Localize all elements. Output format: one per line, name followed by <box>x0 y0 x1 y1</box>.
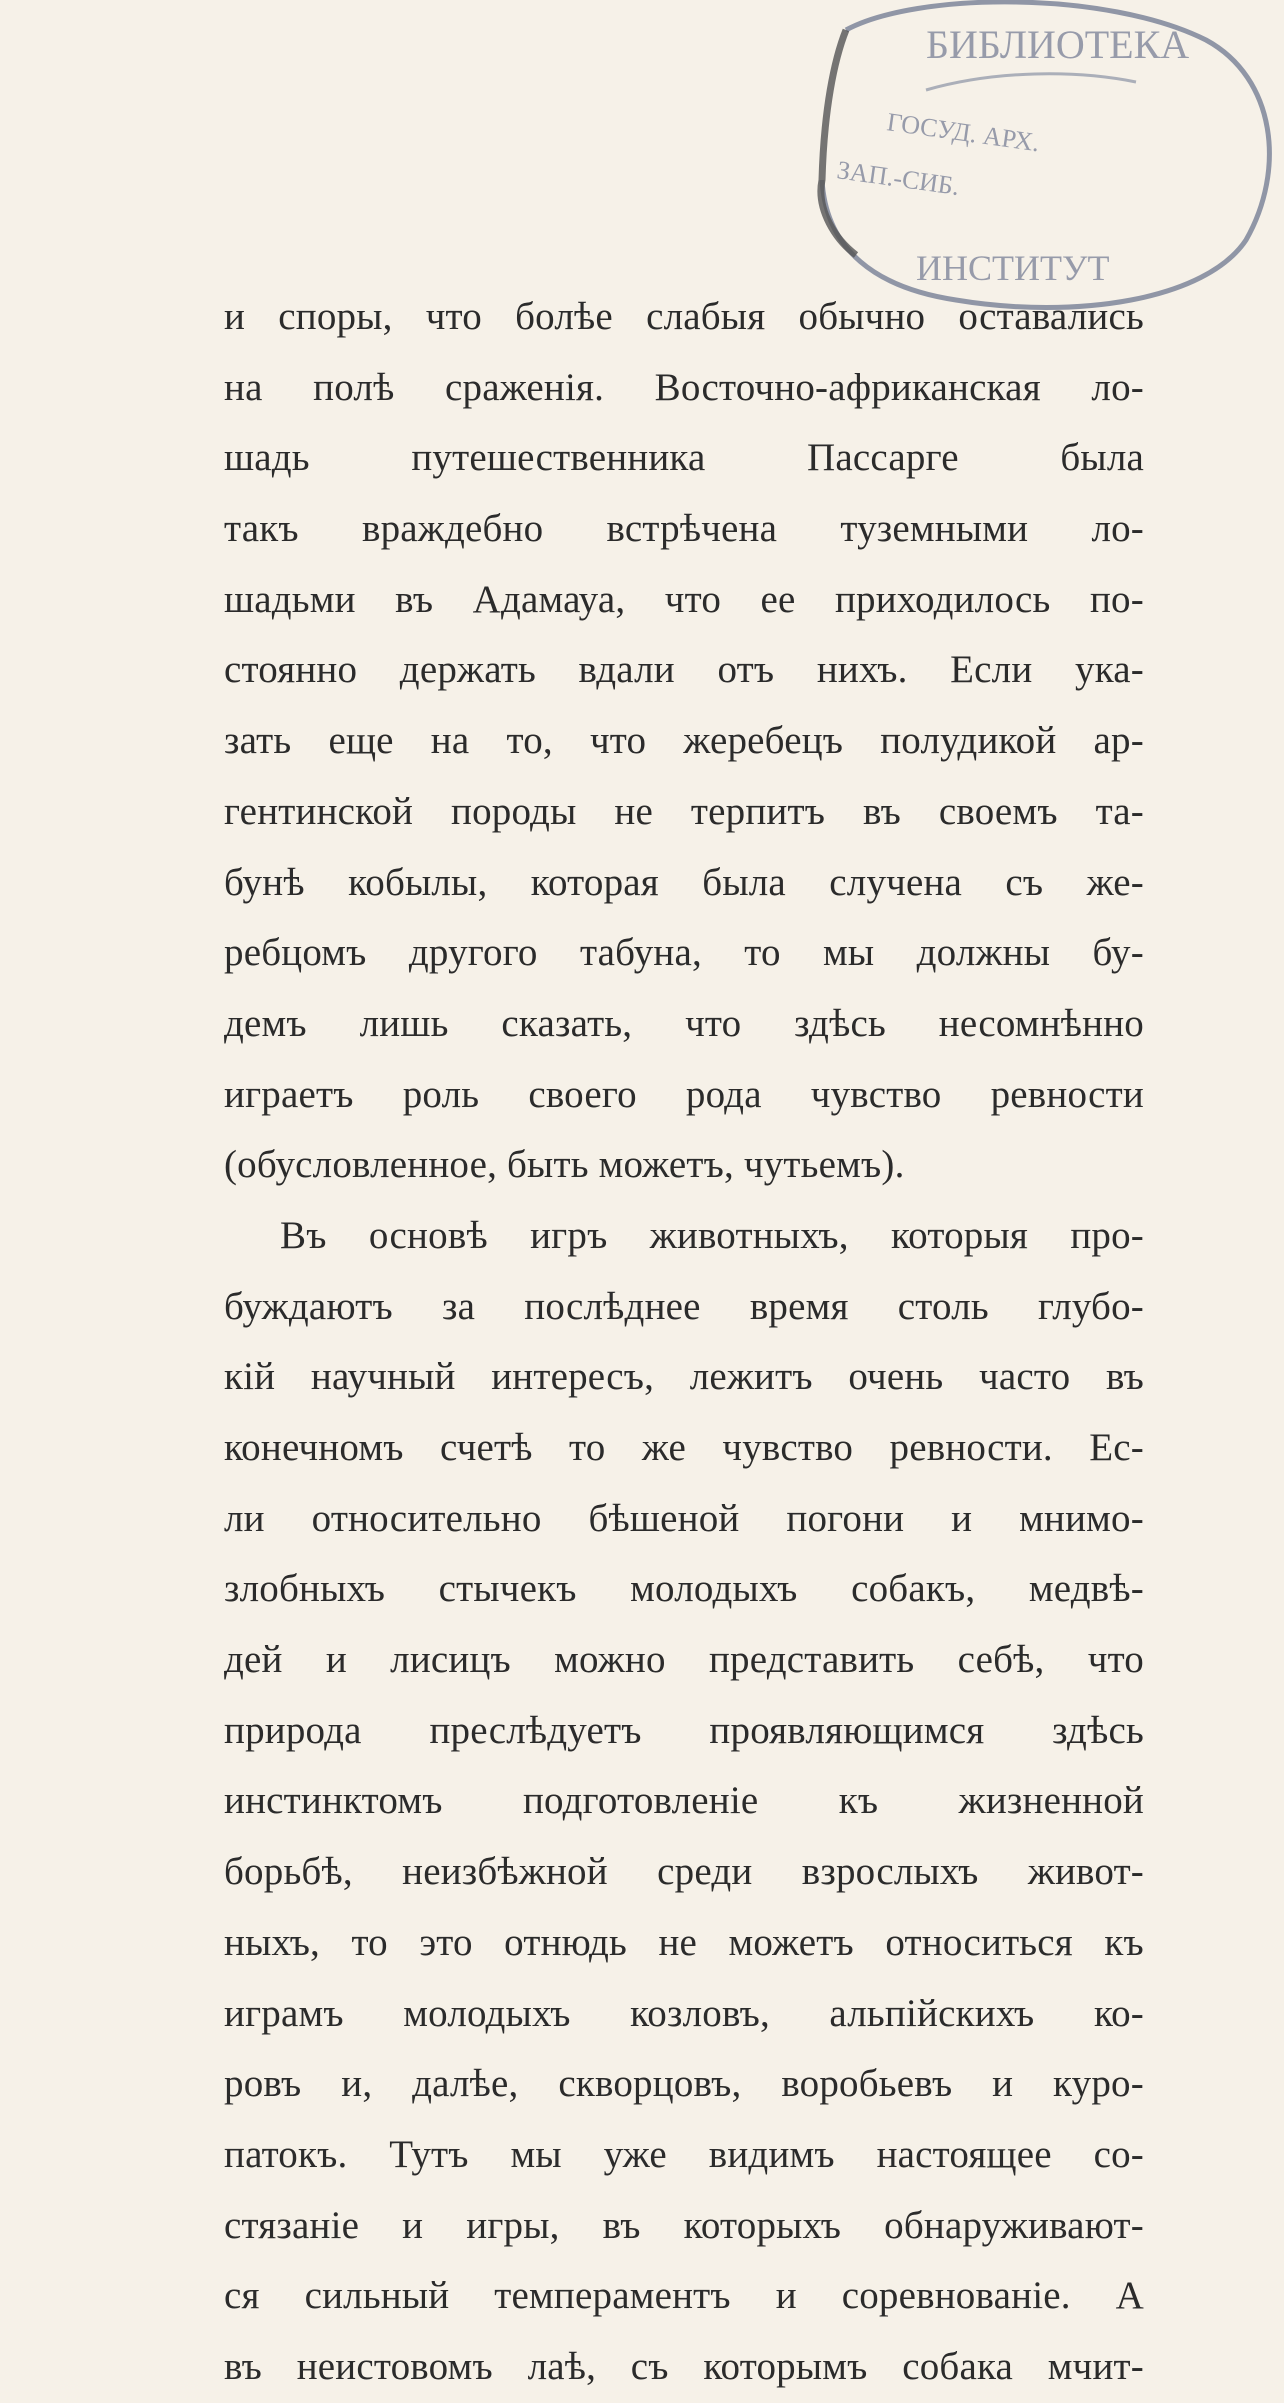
text-line: борьбѣ, неизбѣжной среди взрослыхъ живот- <box>224 1850 1144 1894</box>
text-line: злобныхъ стычекъ молодыхъ собакъ, медвѣ- <box>224 1567 1144 1611</box>
text-line: гентинской породы не терпитъ въ своемъ та- <box>224 789 1144 833</box>
text-line: инстинктомъ подготовленіе къ жизненной <box>224 1779 1144 1823</box>
text-line: ровъ и, далѣе, скворцовъ, воробьевъ и куро- <box>224 2062 1144 2106</box>
text-line: бунѣ кобылы, которая была случена съ же- <box>224 860 1144 904</box>
text-line: Въ основѣ игръ животныхъ, которыя про- <box>280 1213 1144 1257</box>
text-line: стоянно держать вдали отъ нихъ. Если ука- <box>224 648 1144 692</box>
text-line: играетъ роль своего рода чувство ревности <box>224 1072 1144 1116</box>
text-line: ли относительно бѣшеной погони и мнимо- <box>224 1496 1144 1540</box>
text-line: стязаніе и игры, въ которыхъ обнаруживают- <box>224 2203 1144 2247</box>
text-line: природа преслѣдуетъ проявляющимся здѣсь <box>224 1708 1144 1752</box>
text-line: шадь путешественника Пассарге была <box>224 436 1144 480</box>
library-stamp <box>776 0 1284 318</box>
text-line: такъ враждебно встрѣчена туземными ло- <box>224 507 1144 551</box>
text-line: на полѣ сраженія. Восточно-африканская ло- <box>224 365 1144 409</box>
stamp-text-2: ГОСУД. АРХ. <box>885 107 1042 158</box>
text-line: ся сильный темпераментъ и соревнованіе. А <box>224 2274 1144 2318</box>
text-line: и споры, что болѣе слабыя обычно оставались <box>224 295 1144 338</box>
stamp-text-4: ИНСТИТУТ <box>916 248 1110 288</box>
text-line: ныхъ, то это отнюдь не можетъ относиться къ <box>224 1920 1144 1964</box>
stamp-text-1: БИБЛИОТЕКА <box>926 22 1190 67</box>
text-line: зать еще на то, что жеребецъ полудикой ар- <box>224 719 1144 763</box>
text-line: кій научный интересъ, лежитъ очень часто въ <box>224 1355 1144 1399</box>
stamp-text-3: ЗАП.-СИБ. <box>835 155 962 202</box>
body-text <box>224 282 1144 2403</box>
text-line: играмъ молодыхъ козловъ, альпійскихъ ко- <box>224 1991 1144 2035</box>
text-line: дей и лисицъ можно представить себѣ, что <box>224 1638 1144 1682</box>
text-line: ребцомъ другого табуна, то мы должны бу- <box>224 931 1144 975</box>
text-line: демъ лишь сказать, что здѣсь несомнѣнно <box>224 1001 1144 1045</box>
text-line: въ неистовомъ лаѣ, съ которымъ собака мчит- <box>224 2344 1144 2388</box>
text-line: буждаютъ за послѣднее время столь глубо- <box>224 1284 1144 1328</box>
text-line: (обусловленное, быть можетъ, чутьемъ). <box>224 1143 905 1187</box>
text-line: патокъ. Тутъ мы уже видимъ настоящее со- <box>224 2132 1144 2176</box>
text-line: конечномъ счетѣ то же чувство ревности. Ес- <box>224 1426 1144 1469</box>
text-line: шадьми въ Адамауа, что ее приходилось по- <box>224 577 1144 621</box>
